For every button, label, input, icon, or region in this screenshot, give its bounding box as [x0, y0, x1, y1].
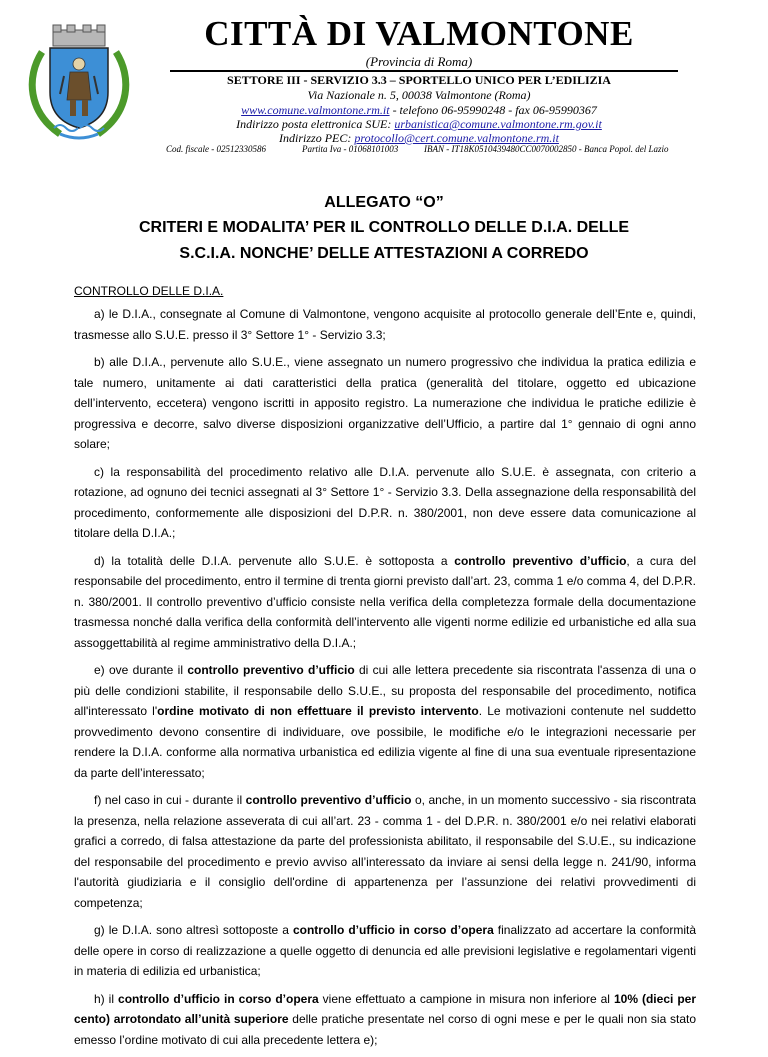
- sue-email-link[interactable]: urbanistica@comune.valmontone.rm.gov.it: [394, 117, 602, 131]
- paragraph-h: [74, 989, 696, 1051]
- paragraph-e-text: di cui alle lettera precedente sia riscontrata l'assenza di una o più delle condizioni stabilite, il responsabile dello S.U.E., su proposta del responsabile del procedimento, notifica all'interessato l': [74, 663, 697, 718]
- paragraph-e: [74, 660, 696, 783]
- paragraph-e-bold: controllo preventivo d’ufficio: [187, 663, 355, 677]
- paragraph-f-text: o, anche, in un momento successivo - sia riscontrata la presenza, nella relazione asseverata di cui all’art. 23 - comma 1 - del D.P.R. n. 380/2001 e/o nei relativi elaborati grafici a corredo, di falsa attestazione da parte del professionista abilitato, il responsabile del S.U.E., su indicazione del responsabile del procedimento e previo avviso all’interessato da inviare ai sensi della legge n. 241/90, informa l'autorità giudiziaria e il consiglio dell'ordine di appartenenza per l’assunzione dei relativi provvedimenti di competenza;: [74, 793, 697, 910]
- iban-text: IBAN - IT18K0510439480CC0070002850 - Banca Popol. del Lazio: [424, 144, 669, 154]
- province-label: (Provincia di Roma): [365, 54, 473, 69]
- sector-label: SETTORE III - SERVIZIO 3.3 – SPORTELLO UNICO PER L’EDILIZIA: [227, 73, 611, 87]
- paragraph-g-text: g) le D.I.A. sono altresì sottoposte a: [94, 923, 293, 937]
- paragraph-h-bold: controllo d’ufficio in corso d’opera: [118, 991, 319, 1006]
- city-title: CITTÀ DI VALMONTONE: [204, 14, 634, 53]
- paragraph-h-text: delle pratiche presentate nel corso di ogni mese e per le quali non sia stato emesso l’ordine motivato di cui alla precedente lettera e);: [74, 1012, 697, 1047]
- paragraph-e-text: . Le motivazioni contenute nel suddetto provvedimento devono consentire di individuare, ove possibile, le modifiche e/o le integrazioni necessarie per rendere la D.I.A. conforme alla normativa urbanistica ed edilizia vigente al fine di una sua eventuale ripresentazione da parte dell’interessato;: [74, 704, 697, 780]
- paragraph-d: [74, 551, 696, 654]
- website-link[interactable]: www.comune.valmontone.rm.it: [241, 103, 390, 117]
- paragraph-d-text: , a cura del responsabile del procedimento, entro il termine di trenta giorni previsto dall’art. 23, comma 1 e/o comma 4, del D.P.R. n. 380/2001. Il controllo preventivo d’ufficio consiste nella verifica della completezza formale della documentazione trasmessa nonché dalla verifica della conformità dell’intervento alle vigenti norme edilizie ed urbanistiche ed alla sua assoggettabilità al regime amministrativo della D.I.A.;: [74, 553, 696, 650]
- vat-number: Partita Iva - 01068101003: [302, 144, 399, 154]
- paragraph-e-bold: ordine motivato di non effettuare il previsto intervento: [157, 704, 479, 718]
- paragraph-g: [74, 920, 696, 982]
- doc-title-line-1: CRITERI E MODALITA’ PER IL CONTROLLO DELLE D.I.A. DELLE: [138, 219, 630, 236]
- paragraph-f-bold: controllo preventivo d’ufficio: [245, 793, 412, 807]
- paragraph-g-text: finalizzato ad accertare la conformità delle opere in corso di realizzazione a quelle oggetto di denuncia ed alle previsioni legislative e regolamentari vigenti in materia di edilizia ed urbanistica;: [74, 923, 696, 978]
- paragraph-h-text: viene effettuato a campione in misura non inferiore al: [318, 991, 614, 1006]
- header-divider: [170, 70, 678, 72]
- paragraph-f: [74, 790, 696, 913]
- paragraph-b: b) alle D.I.A., pervenute allo S.U.E., viene assegnato un numero progressivo che individua la pratica edilizia e tale numero, unitamente ai dati caratteristici della pratica (generalità del titolare, oggetto ed ubicazione dell’intervento, eccetera) vengono iscritti in apposito registro. La numerazione che individua le pratiche edilizie è progressiva e decorre, salvo diverse disposizioni organizzative dell’Ufficio, a partire dal 1° gennaio di ogni anno solare;: [74, 355, 696, 451]
- paragraph-h-text: h) il: [94, 991, 119, 1006]
- fiscal-code: Cod. fiscale - 02512330586: [166, 144, 266, 154]
- pec-email-link[interactable]: protocollo@cert.comune.valmontone.rm.it: [354, 131, 559, 145]
- doc-title-line-2: S.C.I.A. NONCHE’ DELLE ATTESTAZIONI A CORREDO: [179, 245, 589, 262]
- paragraph-f-text: f) nel caso in cui - durante il: [94, 793, 246, 807]
- section-heading: CONTROLLO DELLE D.I.A.: [74, 284, 224, 298]
- sue-email-line: [160, 117, 678, 132]
- paragraph-d-text: d) la totalità delle D.I.A. pervenute allo S.U.E. è sottoposta a: [94, 553, 455, 568]
- sue-email-label: Indirizzo posta elettronica SUE:: [236, 117, 395, 131]
- paragraph-d-bold: controllo preventivo d’ufficio: [454, 553, 627, 568]
- paragraph-e-text: e) ove durante il: [94, 663, 188, 677]
- paragraph-h-bold: 10% (dieci per cento) arrotondato all’unità superiore: [74, 991, 697, 1026]
- paragraph-c: c) la responsabilità del procedimento relativo alle D.I.A. pervenute allo S.U.E. è assegnata, con criterio a rotazione, ad ognuno dei tecnici assegnati al 3° Settore 1° - Servizio 3.3. Della assegnazione della responsabilità del procedimento, conformemente alle disposizioni del D.P.R. n. 380/2001, non deve essere data comunicazione al titolare della D.I.A.;: [74, 464, 696, 540]
- pec-email-label: Indirizzo PEC:: [279, 131, 355, 145]
- attachment-title: ALLEGATO “O”: [324, 194, 444, 211]
- coat-of-arms-icon: [20, 22, 138, 147]
- document-body: [74, 304, 696, 1057]
- phone-fax-text: - telefono 06-95990248 - fax 06-95990367: [389, 103, 597, 117]
- address-line: Via Nazionale n. 5, 00038 Valmontone (Roma): [307, 88, 531, 102]
- paragraph-g-bold: controllo d’ufficio in corso d’opera: [292, 923, 494, 937]
- paragraph-a: a) le D.I.A., consegnate al Comune di Valmontone, vengono acquisite al protocollo generale dell’Ente e, quindi, trasmesse allo S.U.E. presso il 3° Settore 1° - Servizio 3.3;: [74, 307, 696, 342]
- contact-line: [160, 103, 678, 118]
